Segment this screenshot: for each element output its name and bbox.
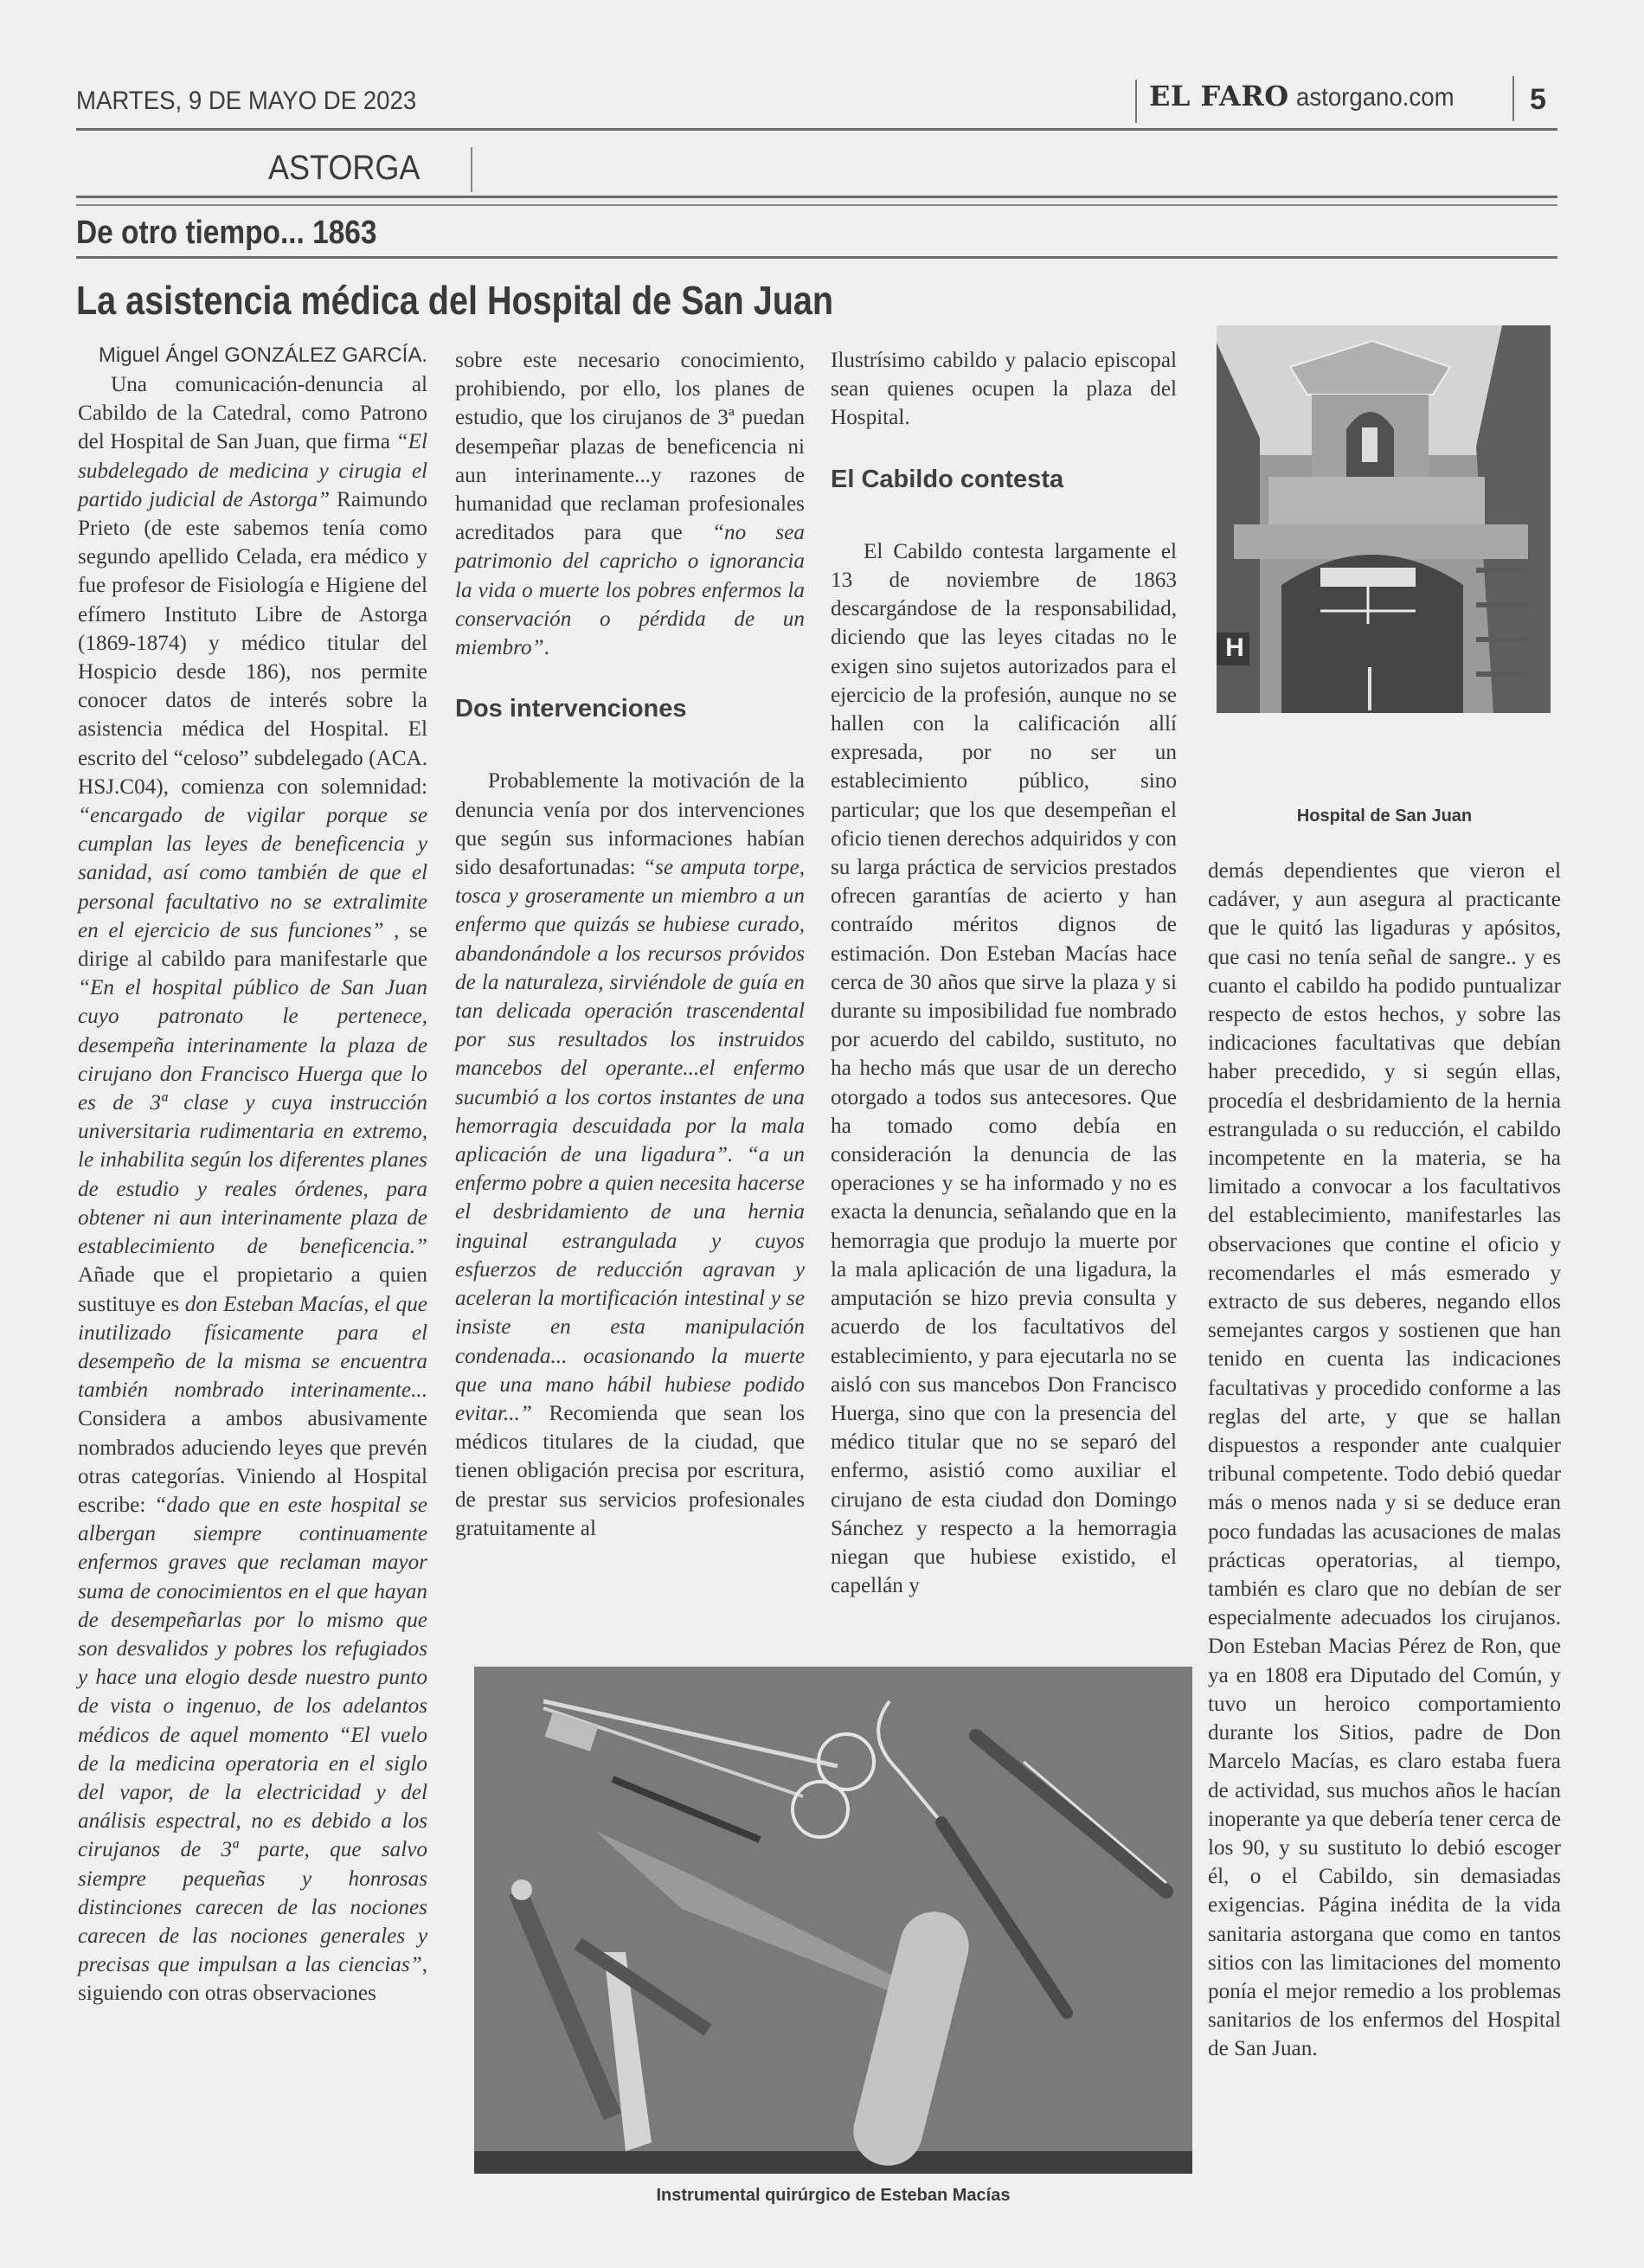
instruments-photo-caption: Instrumental quirúrgico de Esteban Macías [656, 2186, 1011, 2205]
section-divider [471, 147, 472, 192]
quoted-text: “dado que en este hospital se albergan siempre continuamente enfermos graves que reclaman mayor suma de conocimientos en el que hayan de desempeñarlas por lo mismo que son desvalidos y pobres los refugiados y hace una elogio desde nuestro punto de vista o ingenuo, de los adelantos médicos de aquel momento “El vuelo de la medicina operatoria en el siglo del vapor, de la electricidad y del análisis espectral, no es debido a los cirujanos de 3ª parte, que salvo siempre pequeñas y honrosas distinciones carecen de las nociones carecen de las nociones generales y precisas que impulsan a las ciencias” [78, 1493, 427, 1977]
quoted-text: “En el hospital público de San Juan cuyo patronato le pertenece, desempeña interinamente la plaza de cirujano don Francisco Huerga que lo es de 3ª clase y cuya instrucción universitaria rudimentaria en extremo, le inhabilita según los diferentes planes de estudio y reales órdenes, para obtener ni aun interinamente plaza de establecimiento de beneficencia.” [78, 976, 427, 1259]
issue-date: MARTES, 9 DE MAYO DE 2023 [76, 87, 417, 115]
kicker: De otro tiempo... 1863 [76, 215, 377, 251]
header-separator [1512, 76, 1514, 121]
surgical-instruments-illustration [474, 1667, 1192, 2174]
quoted-text: don Esteban Macías, el que inutilizado físicamente para el desempeño de la misma se encuentra también nombrado interinamente... [78, 1292, 427, 1403]
instruments-photo [474, 1667, 1192, 2174]
paragraph: Ilustrísimo cabildo y palacio episcopal sean quienes ocupen la plaza del Hospital. [831, 349, 1177, 430]
quoted-text: “El subdelegado de medicina y cirugia el partido judicial de Astorga” [78, 430, 427, 511]
hospital-sign-icon: H [1225, 633, 1244, 662]
hospital-facade-illustration [1217, 325, 1551, 713]
headline: La asistencia médica del Hospital de San Juan [76, 278, 834, 323]
section-label: ASTORGA [268, 149, 421, 187]
paragraph: Probablemente la motivación de la denuncia venía por dos intervenciones que según sus informaciones habían sido desafortunadas: “se amputa torpe, tosca y groseramente un miembro a un enfermo que quizás se hubiese curado, abandonándole a los recursos próvidos de la naturaleza, sirviéndole de guía en tan delicada operación trascendental por sus resultados los instruidos mancebos del operante...el enfermo sucumbió a los cortos instantes de una hemorragia descuidada por la mala aplicación de una ligadura”. “a un enfermo pobre a quien necesita hacerse el desbridamiento de una hernia inguinal estrangulada y cuyos esfuerzos de reducción agravan y aceleran la mortificación intestinal y se insiste en esta manipulación condenada... ocasionando la muerte que una mano hábil hubiese podido evitar...” Recomienda que sean los médicos titulares de la ciudad, que tienen obligación precisa por escritura, de prestar sus servicios profesionales gratuitamente al [455, 769, 805, 1540]
byline: Miguel Ángel GONZÁLEZ GARCÍA. [98, 344, 427, 367]
paragraph: sobre este necesario conocimiento, prohibiendo, por ello, los planes de estudio, que los cirujanos de 3ª puedan desempeñar plazas de beneficencia ni aun interinamente...y razones de humanidad que reclaman profesionales acreditados para que “no sea patrimonio del capricho o ignorancia la vida o muerte los pobres enfermos la conservación o pérdida de un miembro”. [455, 349, 805, 660]
brand-name: EL FARO [1149, 80, 1289, 112]
hospital-photo-caption: Hospital de San Juan [1296, 806, 1473, 826]
paragraph: El Cabildo contesta largamente el 13 de noviembre de 1863 descargándose de la responsabilidad, diciendo que las leyes citadas no le exigen sino sujetos autorizados para el ejercicio de la profesión, aunque no se hallen con la calificación allí expresada, por no ser un establecimiento público, sino particular; que los que desempeñan el oficio tienen derechos adquiridos y con su larga práctica de servicios prestados ofrecen garantías de acierto y han contraído méritos dignos de estimación. Don Esteban Macías hace cerca de 30 años que sirve la plaza y si durante su imposibilidad fue nombrado por acuerdo del cabildo, sustituto, no ha hecho más que usar de un derecho otorgado a todos sus antecesores. Que ha tomado como debía en consideración la denuncia de las operaciones y se ha informado y no es exacta la denuncia, señalando que en la hemorragia que produjo la muerte por la mala aplicación de una ligadura, la amputación se hizo previa consulta y acuerdo de los facultativos del establecimiento, y para ejecutarla no se aisló con sus mancebos Don Francisco Huerga, sino que con la presencia del médico titular que no se separó del enfermo, asistió como auxiliar el cirujano de esta ciudad don Domingo Sánchez y respecto a la hemorragia niegan que hubiese existido, el capellán y [831, 539, 1177, 1598]
page-number: 5 [1530, 83, 1546, 116]
column-4 [1208, 857, 1561, 2064]
paragraph: demás dependientes que vieron el cadáver, y aun asegura al practicante que le quitó las ligaduras y apósitos, que casi no tenía señal de sangre.. y es cuanto el cabildo ha podido puntualizar respecto de estos hechos, y sobre las indicaciones facultativas que debían haber precedido, y si según ellas, procedía el desbridamiento de la hernia estrangulada o su reducción, el cabildo incompetente en la materia, se ha limitado a convocar a los facultativos del establecimiento, manifestarles las observaciones que contine el oficio y recomendarles el más esmerado y extracto de sus deberes, negando ellos semejantes cargos y sostienen que han tenido en cuenta las indicaciones facultativas y procedido conforme a las reglas del arte, y que se hallan dispuestos a responder ante cualquier tribunal competente. Todo debió quedar más o menos nada y si se deduce eran poco fundadas las acusaciones de malas prácticas operatorias, al tiempo, también es claro que no debían de ser especialmente adecuados los cirujanos. Don Esteban Macias Pérez de Ron, que ya en 1808 era Diputado del Común, y tuvo un heroico comportamiento durante los Sitios, padre de Don Marcelo Macías, es claro estaba fuera de actividad, sus muchos años le hacían inoperante ya que debería tener cerca de los 90, y su sustituto lo debió escoger él, o el Cabildo, sin demasiadas exigencias. Página inédita de la vida sanitaria astorgana que como en tantos sitios con las limitaciones del momento ponía el mejor remedio a los problemas sanitarios de los enfermos del Hospital de San Juan. [1208, 859, 1561, 2061]
quoted-text: “se amputa torpe, tosca y groseramente un miembro a un enfermo que quizás se hubiese curado, abandonándole a los recursos próvidos de la naturaleza, sirviéndole de guía en tan delicada operación trascendental por sus resultados los instruidos mancebos del operante...el enfermo sucumbió a los cortos instantes de una hemorragia descuidada por la mala aplicación de una ligadura”. “a un enfermo pobre a quien necesita hacerse el desbridamiento de una hernia inguinal estrangulada y cuyos esfuerzos de reducción agravan y aceleran la mortificación intestinal y se insiste en esta manipulación condenada... ocasionando la muerte que una mano hábil hubiese podido evitar...” [455, 856, 805, 1425]
hospital-photo [1217, 325, 1551, 713]
subhead-dos-intervenciones: Dos intervenciones [455, 695, 687, 723]
column-3 [831, 346, 1177, 1600]
section-rule-top [76, 196, 1557, 198]
kicker-rule [76, 256, 1557, 259]
brand-site[interactable]: astorgano.com [1295, 83, 1455, 112]
quoted-text: “encargado de vigilar porque se cumplan las leyes de beneficencia y sanidad, así como también de que el personal facultativo no se extralimite en el ejercicio de sus funciones” [78, 804, 427, 942]
paragraph: Una comunicación-denuncia al Cabildo de la Catedral, como Patrono del Hospital de San Juan, que firma “El subdelegado de medicina y cirugia el partido judicial de Astorga” Raimundo Prieto (de este sabemos tenía como segundo apellido Celada, era médico y fue profesor de Fisiología e Higiene del efímero Instituto Libre de Astorga (1869-1874) y médico titular del Hospicio desde 186), nos permite conocer datos de interés sobre la asistencia médica del Hospital. El escrito del “celoso” subdelegado (ACA. HSJ.C04), comienza con solemnidad: “encargado de vigilar porque se cumplan las leyes de beneficencia y sanidad, así como también de que el personal facultativo no se extralimite en el ejercicio de sus funciones” , se dirige al cabildo para manifestarle que “En el hospital público de San Juan cuyo patronato le pertenece, desempeña interinamente la plaza de cirujano don Francisco Huerga que lo es de 3ª clase y cuya instrucción universitaria rudimentaria en extremo, le inhabilita según los diferentes planes de estudio y reales órdenes, para obtener ni aun interinamente plaza de establecimiento de beneficencia.” Añade que el propietario a quien sustituye es don Esteban Macías, el que inutilizado físicamente para el desempeño de la misma se encuentra también nombrado interinamente... Considera a ambos abusivamente nombrados aduciendo leyes que prevén otras categorías. Viniendo al Hospital escribe: “dado que en este hospital se albergan siempre continuamente enfermos graves que reclaman mayor suma de conocimientos en el que hayan de desempeñarlas por lo mismo que son desvalidos y pobres los refugiados y hace una elogio desde nuestro punto de vista o ingenuo, de los adelantos médicos de aquel momento “El vuelo de la medicina operatoria en el siglo del vapor, de la electricidad y del análisis espectral, no es debido a los cirujanos de 3ª parte, que salvo siempre pequeñas y honrosas distinciones carecen de las nociones carecen de las nociones generales y precisas que impulsan a las ciencias”, siguiendo con otras observaciones [78, 373, 427, 2006]
column-1 [78, 343, 427, 2008]
subhead-cabildo-contesta: El Cabildo contesta [831, 465, 1064, 493]
header-rule [76, 128, 1557, 131]
quoted-text: “no sea patrimonio del capricho o ignorancia la vida o muerte los pobres enfermos la conservación o pérdida de un miembro” [455, 521, 805, 660]
column-2 [455, 346, 805, 1543]
section-rule-bottom [76, 204, 1557, 206]
masthead [1135, 80, 1467, 123]
